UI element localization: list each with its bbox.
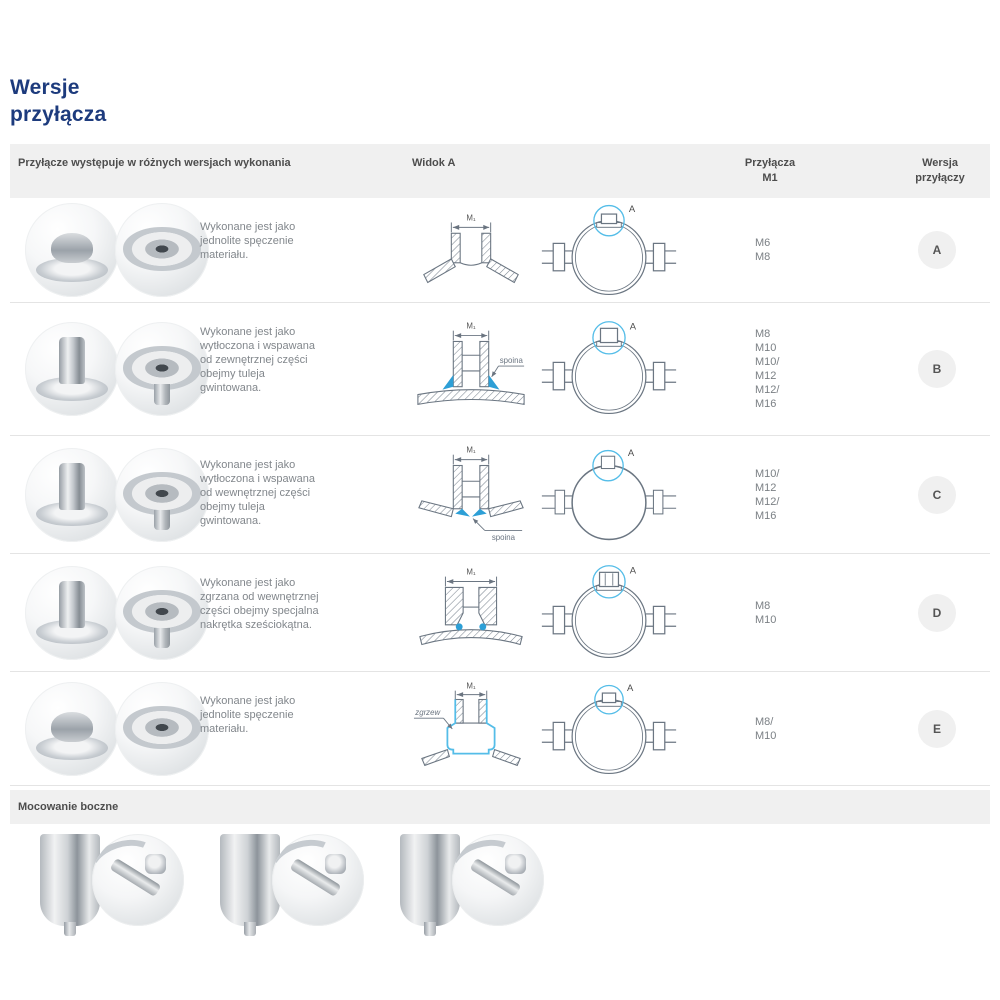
col-header-przylacza: Przyłącza <box>744 157 796 169</box>
table-row-version-c <box>10 436 990 554</box>
table-header <box>10 144 990 198</box>
thread-size: M8 <box>755 599 771 612</box>
version-badge: C <box>918 476 956 514</box>
clamp-view-drawing <box>528 443 690 547</box>
thread-size: M10/ <box>755 356 780 368</box>
product-photo-bottom <box>115 203 209 297</box>
photo-plate-hole <box>123 227 200 270</box>
product-photo-side <box>25 448 119 542</box>
thread-sizes <box>755 715 776 743</box>
section-bar-mocowanie-boczne <box>10 790 990 824</box>
cross-section-drawing <box>412 207 530 293</box>
row-description: Wykonane jest jako zgrzana od wewnętrznej części obejmy specjalna nakrętka sześciokątna. <box>200 577 319 631</box>
pipe-stud <box>64 922 76 936</box>
thread-size: M10 <box>755 729 777 742</box>
row-description: Wykonane jest jako wytłoczona i wspawana od wewnętrznej części obejmy tuleja gwintowana. <box>200 459 315 527</box>
product-photos <box>25 203 209 297</box>
thread-size: M12/ <box>755 495 780 508</box>
thread-sizes <box>755 599 776 627</box>
side-mount-detail-photo <box>272 834 364 926</box>
product-photos <box>25 448 209 542</box>
dimension-label: M₁ <box>466 213 476 223</box>
side-mount-pipe-photo <box>220 834 280 926</box>
side-mount-pipe-photo <box>40 834 100 926</box>
view-a-label: A <box>629 321 637 333</box>
col-header-wersja-line2: przyłączy <box>915 172 965 184</box>
dimension-label: M₁ <box>466 567 476 577</box>
clamp-view-drawing <box>528 677 690 781</box>
table-row-version-e <box>10 672 990 786</box>
photo-upset-bushing <box>51 712 92 742</box>
thread-size: M10 <box>755 342 777 354</box>
thread-size: M16 <box>755 398 777 410</box>
product-photos <box>25 566 209 660</box>
photo-hex-nut <box>59 581 85 628</box>
product-photo-side <box>25 203 119 297</box>
col-header-przylacza-m1 <box>720 156 820 186</box>
product-photo-bottom <box>115 566 209 660</box>
clamp-view-drawing <box>528 317 690 421</box>
thread-size: M12 <box>755 370 777 382</box>
page-title-line2: przyłącza <box>10 103 107 126</box>
page-title <box>10 0 990 128</box>
screw-head <box>145 854 165 874</box>
thread-size: M12 <box>755 481 777 494</box>
thread-sizes <box>755 467 779 523</box>
thread-size: M10/ <box>755 467 780 480</box>
cross-section-drawing <box>412 565 530 661</box>
dimension-label: M₁ <box>466 681 476 691</box>
cross-section-drawing <box>412 319 530 419</box>
version-badge: A <box>918 231 956 269</box>
side-mount-detail-photo <box>92 834 184 926</box>
thread-size: M8 <box>755 328 771 340</box>
photo-upset-boss <box>51 233 92 263</box>
version-badge: D <box>918 594 956 632</box>
col-header-description: Przyłącze występuje w różnych wersjach wykonania <box>18 157 291 169</box>
weld-label: zgrzew <box>415 707 441 717</box>
pipe-stud <box>244 922 256 936</box>
side-mount-pipe-photo <box>400 834 460 926</box>
weld-label: spoina <box>491 532 516 542</box>
page-title-line1: Wersje <box>10 76 80 99</box>
table-row-version-a <box>10 198 990 303</box>
photo-sleeve-stub <box>154 384 169 405</box>
clamp-view-drawing <box>528 561 690 665</box>
product-photo-bottom <box>115 682 209 776</box>
photo-threaded-sleeve <box>59 337 85 384</box>
screw-head <box>505 854 525 874</box>
product-photos <box>25 322 209 416</box>
photo-nut-stub <box>154 628 169 649</box>
thread-size: M8 <box>755 251 771 263</box>
photo-plate-hole <box>123 706 200 749</box>
col-header-m1: M1 <box>762 172 778 184</box>
section-title: Mocowanie boczne <box>18 801 119 813</box>
thread-size: M12/ <box>755 384 780 396</box>
col-header-wersja <box>890 156 990 186</box>
side-mount-detail-photo <box>452 834 544 926</box>
cross-section-drawing <box>412 443 530 547</box>
dimension-label: M₁ <box>466 321 476 331</box>
view-a-label: A <box>629 564 637 576</box>
view-a-label: A <box>626 682 634 694</box>
dimension-label: M₁ <box>466 445 476 455</box>
product-photo-bottom <box>115 448 209 542</box>
side-mount-photo-group <box>220 834 364 944</box>
product-photo-bottom <box>115 322 209 416</box>
row-description: Wykonane jest jako jednolite spęczenie materiału. <box>200 695 296 735</box>
side-mount-photos <box>40 834 990 944</box>
product-photo-side <box>25 322 119 416</box>
view-a-label: A <box>628 204 636 216</box>
photo-sleeve-stub <box>154 510 169 531</box>
screw-head <box>325 854 345 874</box>
product-photo-side <box>25 566 119 660</box>
product-photos <box>25 682 209 776</box>
col-header-wersja-line1: Wersja <box>922 157 958 169</box>
version-badge: B <box>918 350 956 388</box>
version-badge: E <box>918 710 956 748</box>
thread-size: M8/ <box>755 715 774 728</box>
thread-sizes <box>755 236 770 264</box>
product-photo-side <box>25 682 119 776</box>
photo-threaded-sleeve <box>59 463 85 510</box>
thread-sizes <box>755 327 779 411</box>
cross-section-drawing <box>412 679 530 779</box>
table-row-version-b <box>10 303 990 436</box>
view-a-label: A <box>627 447 635 459</box>
row-description: Wykonane jest jako wytłoczona i wspawana od zewnętrznej części obejmy tuleja gwintowana. <box>200 326 315 394</box>
side-mount-photo-group <box>400 834 544 944</box>
thread-size: M6 <box>755 237 771 249</box>
table-row-version-d <box>10 554 990 672</box>
col-header-widok-a: Widok A <box>412 157 456 169</box>
weld-label: spoina <box>499 356 523 366</box>
thread-size: M16 <box>755 509 777 522</box>
pipe-stud <box>424 922 436 936</box>
thread-size: M10 <box>755 613 777 626</box>
content <box>10 0 990 944</box>
side-mount-photo-group <box>40 834 184 944</box>
clamp-view-drawing <box>528 198 690 302</box>
row-description: Wykonane jest jako jednolite spęczenie materiału. <box>200 221 296 261</box>
